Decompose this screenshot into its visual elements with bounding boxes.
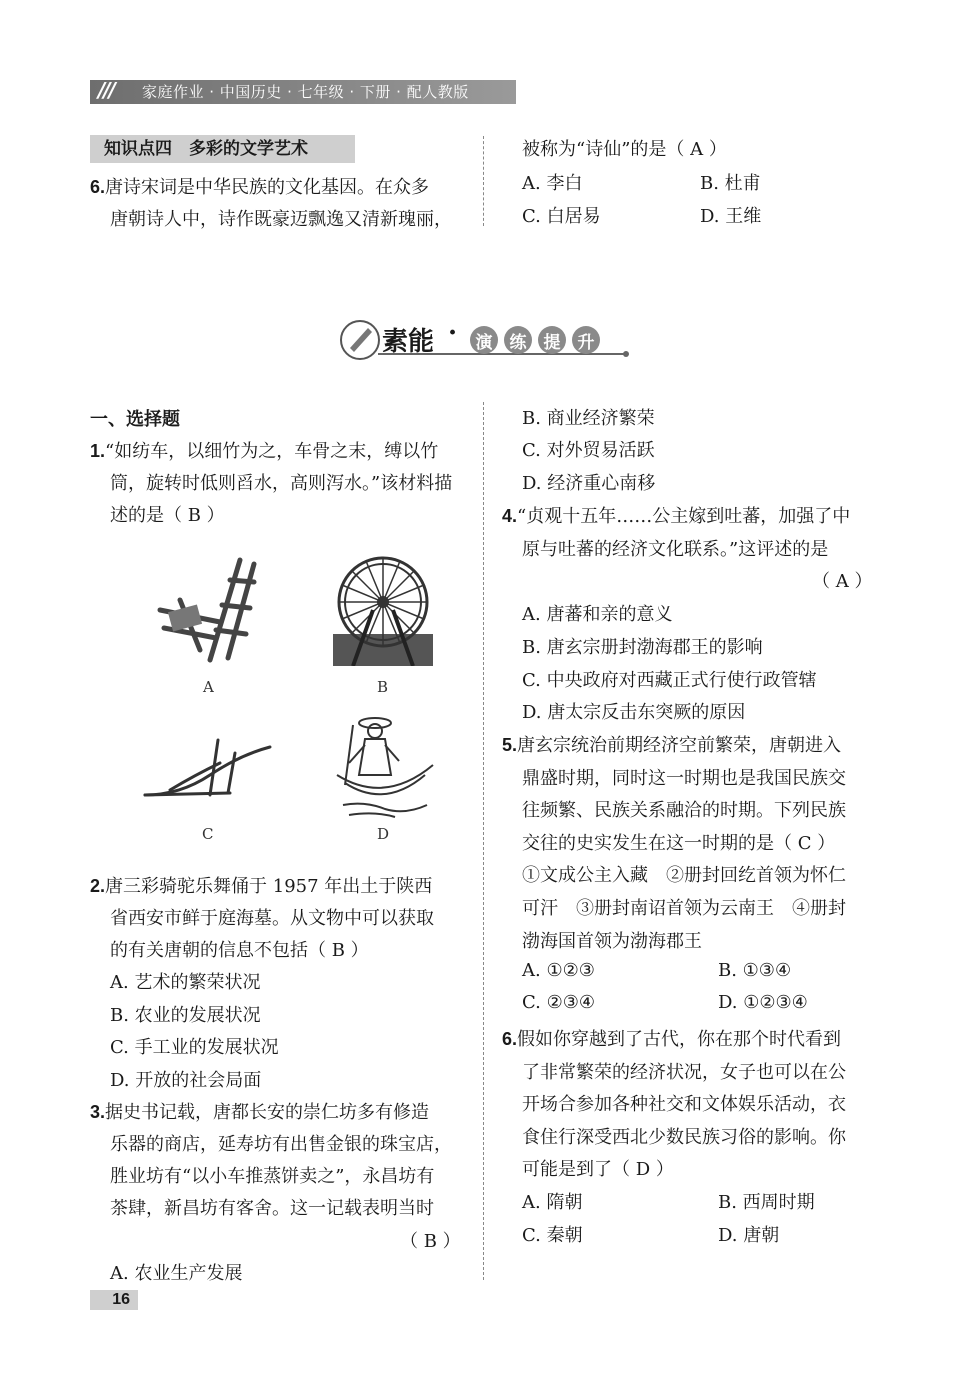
q1-line-2: 筒，旋转时低则舀水，高则泻水。”该材料描 <box>110 473 453 494</box>
option: B. 商业经济繁荣 <box>522 408 655 429</box>
option: B. 唐玄宗册封渤海郡王的影响 <box>522 637 763 658</box>
q5-line-6: 可汗 ③册封南诏首领为云南王 ④册封 <box>522 898 846 919</box>
section-title-char: 提 <box>543 333 561 353</box>
q1-line-3: 述的是（ B ） <box>110 505 225 526</box>
q4-line-1 <box>502 502 850 528</box>
q5-line-1 <box>502 731 841 757</box>
option: A. 农业生产发展 <box>110 1263 243 1284</box>
q5-line-4: 交往的史实发生在这一时期的是（ C ） <box>522 833 836 854</box>
q3-line-1 <box>90 1098 429 1124</box>
section-title-main: 素能 <box>382 327 435 357</box>
option: D. 开放的社会局面 <box>110 1070 262 1091</box>
q2-line-2: 省西安市鲜于庭海墓。从文物中可以获取 <box>110 908 434 929</box>
q4-line-2: 原与吐蕃的经济文化联系。”这评述的是 <box>522 539 829 560</box>
option: C. 白居易 <box>522 206 601 227</box>
figure-b-image <box>333 550 433 666</box>
option: D. 王维 <box>700 206 762 227</box>
top-q6-line-2: 唐朝诗人中，诗作既豪迈飘逸又清新瑰丽， <box>110 209 452 230</box>
figure-b-label: B <box>377 678 389 696</box>
section-title-dot: · <box>448 318 458 348</box>
top-q6-line-3: 被称为“诗仙”的是（ A ） <box>522 139 727 160</box>
question-text: 唐三彩骑驼乐舞俑于 1957 年出土于陕西 <box>105 876 433 897</box>
q5-line-7: 渤海国首领为渤海郡王 <box>522 931 702 952</box>
option: C. ②③④ <box>522 992 595 1013</box>
top-q6-line-1 <box>90 173 429 199</box>
header-title: 家庭作业 · 中国历史 · 七年级 · 下册 · 配人教版 <box>142 83 469 101</box>
figure-d-label: D <box>377 825 390 843</box>
question-text: 假如你穿越到了古代，你在那个时代看到 <box>517 1029 842 1050</box>
question-number: 6. <box>502 1029 518 1049</box>
question-text: 唐诗宋词是中华民族的文化基因。在众多 <box>105 177 430 198</box>
option: A. 唐蕃和亲的意义 <box>522 604 673 625</box>
q6-line-1 <box>502 1025 841 1051</box>
figure-c-label: C <box>202 825 214 843</box>
q6-line-3: 开场合参加各种社交和文体娱乐活动，衣 <box>522 1094 846 1115</box>
option: D. 唐太宗反击东突厥的原因 <box>522 702 746 723</box>
q6-line-2: 了非常繁荣的经济状况，女子也可以在公 <box>522 1062 846 1083</box>
section-title-char: 练 <box>509 333 527 353</box>
question-text: “如纺车，以细竹为之，车骨之末，缚以竹 <box>105 441 439 462</box>
q2-line-1 <box>90 872 432 898</box>
underline-dot <box>623 351 629 357</box>
option: A. 李白 <box>522 173 583 194</box>
q5-line-2: 鼎盛时期，同时这一时期也是我国民族交 <box>522 768 846 789</box>
option: C. 秦朝 <box>522 1225 583 1246</box>
section-title-char: 演 <box>475 333 493 353</box>
section-title-char: 升 <box>577 333 595 353</box>
option: C. 手工业的发展状况 <box>110 1037 279 1058</box>
column-divider-top <box>483 136 484 226</box>
page-number: 16 <box>90 1290 138 1310</box>
q1-line-1 <box>90 437 438 463</box>
option: C. 中央政府对西藏正式行使行政管辖 <box>522 670 817 691</box>
question-number: 2. <box>90 876 106 896</box>
option: D. 唐朝 <box>718 1225 780 1246</box>
option: D. ①②③④ <box>718 992 808 1013</box>
figure-a-label: A <box>203 678 214 696</box>
option: A. 隋朝 <box>522 1192 583 1213</box>
section-title <box>338 316 638 364</box>
option: A. 艺术的繁荣状况 <box>110 972 261 993</box>
option: B. 西周时期 <box>718 1192 815 1213</box>
question-number: 1. <box>90 441 106 461</box>
option: A. ①②③ <box>522 960 595 981</box>
q4-answer: （ A ） <box>812 571 873 592</box>
figure-c-image <box>140 735 275 805</box>
figure-d-image <box>335 705 435 820</box>
q5-line-3: 往频繁、民族关系融洽的时期。下列民族 <box>522 800 846 821</box>
option: B. 农业的发展状况 <box>110 1005 261 1026</box>
q2-line-3: 的有关唐朝的信息不包括（ B ） <box>110 940 369 961</box>
part-title: 一、选择题 <box>90 409 180 430</box>
question-text: 据史书记载，唐都长安的崇仁坊多有修造 <box>105 1102 430 1123</box>
option: D. 经济重心南移 <box>522 473 656 494</box>
option: C. 对外贸易活跃 <box>522 440 655 461</box>
column-divider-main <box>483 402 484 1280</box>
question-text: 唐玄宗统治前期经济空前繁荣，唐朝进入 <box>517 735 842 756</box>
option: B. ①③④ <box>718 960 792 981</box>
q3-answer: （ B ） <box>400 1231 461 1252</box>
question-number: 3. <box>90 1102 106 1122</box>
question-number: 6. <box>90 177 106 197</box>
q6-line-4: 食住行深受西北少数民族习俗的影响。你 <box>522 1127 846 1148</box>
q3-line-4: 茶肆，新昌坊有客舍。这一记载表明当时 <box>110 1198 434 1219</box>
q5-line-5: ①文成公主入藏 ②册封回纥首领为怀仁 <box>522 865 846 886</box>
question-number: 4. <box>502 506 518 526</box>
q6-line-5: 可能是到了（ D ） <box>522 1159 674 1180</box>
figure-a-image <box>150 550 260 665</box>
question-text: “贞观十五年……公主嫁到吐蕃，加强了中 <box>517 506 851 527</box>
q3-line-3: 胜业坊有“以小车推蒸饼卖之”，永昌坊有 <box>110 1166 435 1187</box>
question-number: 5. <box>502 735 518 755</box>
q3-line-2: 乐器的商店，延寿坊有出售金银的珠宝店， <box>110 1134 452 1155</box>
knowledge-point-label: 知识点四 多彩的文学艺术 <box>90 135 355 163</box>
option: B. 杜甫 <box>700 173 761 194</box>
pen-icon <box>350 328 372 352</box>
header-slashes: /// <box>98 78 114 102</box>
